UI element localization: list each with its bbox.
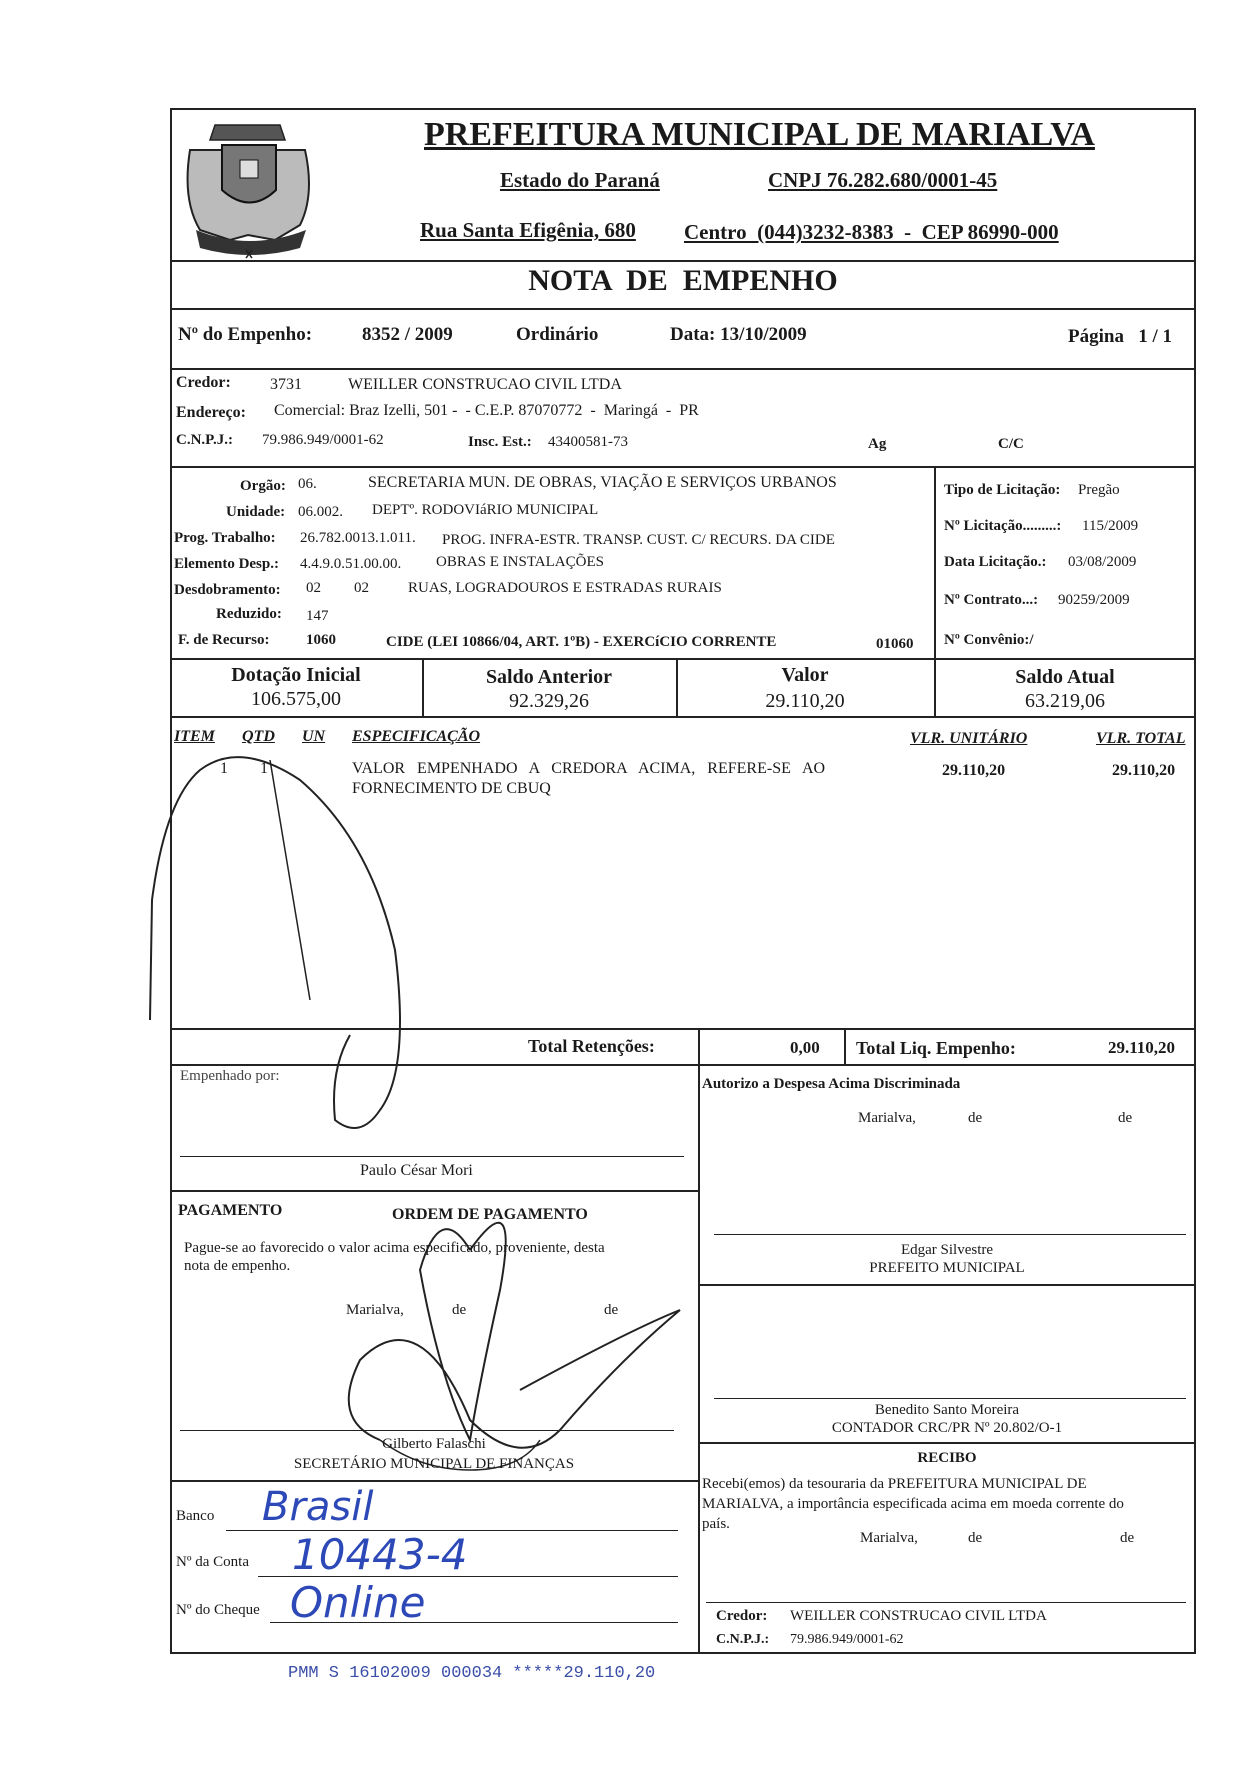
endereco-value: Comercial: Braz Izelli, 501 - - C.E.P. 87070772 - Maringá - PR <box>274 402 699 419</box>
conta-label: Nº da Conta <box>176 1554 249 1570</box>
conta-handwritten: 10443-4 <box>292 1530 468 1579</box>
tipo-licitacao-value: Pregão <box>1078 482 1120 498</box>
recibo-cnpj-value: 79.986.949/0001-62 <box>790 1632 904 1647</box>
valor-label: Valor <box>781 664 829 686</box>
saldo-anterior-label: Saldo Anterior <box>485 666 613 688</box>
col-un: UN <box>302 728 326 745</box>
recibo-credor-value: WEILLER CONSTRUCAO CIVIL LTDA <box>790 1608 1047 1624</box>
elem-value: OBRAS E INSTALAÇÕES <box>436 554 604 570</box>
insc-label: Insc. Est.: <box>468 434 532 450</box>
fonte-code: 1060 <box>306 632 336 648</box>
empenho-label: Nº do Empenho: <box>178 324 313 345</box>
divider <box>698 1284 1196 1286</box>
desd-code1: 02 <box>306 580 321 596</box>
desd-value: RUAS, LOGRADOUROS E ESTRADAS RURAIS <box>408 580 722 596</box>
divider <box>170 1064 1196 1066</box>
fonte-value: CIDE (LEI 10866/04, ART. 1ºB) - EXERCíCIO CORRENTE <box>386 634 777 650</box>
empenhado-name: Paulo César Mori <box>360 1162 473 1179</box>
recibo-city: Marialva, <box>860 1530 918 1546</box>
signature-line <box>714 1398 1186 1399</box>
insc-value: 43400581-73 <box>548 434 628 450</box>
signature-line <box>180 1430 674 1431</box>
contrato-value: 90259/2009 <box>1058 592 1130 608</box>
recibo-de2: de <box>1120 1530 1135 1546</box>
unidade-label: Unidade: <box>226 504 286 520</box>
recibo-cnpj-label: C.N.P.J.: <box>716 1632 770 1647</box>
autorizo-de1: de <box>968 1110 983 1126</box>
signature-scribble-2 <box>270 760 310 1000</box>
desd-label: Desdobramento: <box>174 582 281 598</box>
fonte-label: F. de Recurso: <box>178 632 270 648</box>
prog-label: Prog. Trabalho: <box>174 530 276 546</box>
pagamento-de1: de <box>452 1302 467 1318</box>
ordem-pagamento-label: ORDEM DE PAGAMENTO <box>392 1206 588 1223</box>
prog-value: PROG. INFRA-ESTR. TRANSP. CUST. C/ RECURS. DA CIDE <box>442 532 835 548</box>
cheque-handwritten: Online <box>290 1578 426 1627</box>
tipo-licitacao-label: Tipo de Licitação: <box>944 482 1061 498</box>
divider <box>170 368 1196 370</box>
col-vlr-total: VLR. TOTAL <box>1096 730 1186 747</box>
prog-code: 26.782.0013.1.011. <box>300 530 416 546</box>
recibo-title: RECIBO <box>917 1450 977 1466</box>
fonte-code2: 01060 <box>876 636 914 652</box>
divider <box>170 1028 1196 1030</box>
empenhado-label: Empenhado por: <box>180 1068 280 1084</box>
authentication-stamp: PMM S 16102009 000034 *****29.110,20 <box>288 1664 656 1683</box>
endereco-label: Endereço: <box>176 404 246 421</box>
autorizo-label: Autorizo a Despesa Acima Discriminada <box>702 1076 961 1092</box>
orgao-code: 06. <box>298 476 317 492</box>
address-label: Rua Santa Efigênia, 680 <box>420 218 636 242</box>
empenho-date: Data: 13/10/2009 <box>670 324 807 345</box>
divider <box>170 260 1196 262</box>
dotacao-inicial-value: 106.575,00 <box>251 688 341 710</box>
banco-handwritten: Brasil <box>262 1484 374 1530</box>
unidade-code: 06.002. <box>298 504 343 520</box>
contador-title: CONTADOR CRC/PR Nº 20.802/O-1 <box>831 1420 1063 1436</box>
pagamento-de2: de <box>604 1302 619 1318</box>
item-esp-line2: FORNECIMENTO DE CBUQ <box>352 780 551 797</box>
item-total-value: 29.110,20 <box>1112 762 1176 779</box>
pagamento-text-line2: nota de empenho. <box>184 1258 291 1274</box>
total-retencoes-label: Total Retenções: <box>528 1036 655 1056</box>
cnpj-value: 79.986.949/0001-62 <box>262 432 384 448</box>
saldo-atual-value: 63.219,06 <box>1025 690 1105 712</box>
banco-label: Banco <box>176 1508 215 1524</box>
pagamento-city: Marialva, <box>346 1302 404 1318</box>
divider <box>698 1028 700 1064</box>
cnpj-header: CNPJ 76.282.680/0001-45 <box>768 168 998 192</box>
pagamento-text-line1: Pague-se ao favorecido o valor acima especificado, proveniente, desta <box>184 1240 605 1256</box>
reduzido-code: 147 <box>306 608 329 624</box>
saldo-atual-label: Saldo Atual <box>1015 666 1115 688</box>
recibo-text-line3: país. <box>702 1516 730 1532</box>
empenho-number: 8352 / 2009 <box>362 324 453 345</box>
elem-label: Elemento Desp.: <box>174 556 279 572</box>
divider <box>844 1028 846 1064</box>
credor-name: WEILLER CONSTRUCAO CIVIL LTDA <box>348 376 622 393</box>
contador-name: Benedito Santo Moreira <box>874 1402 1020 1418</box>
item-unit-value: 29.110,20 <box>942 762 1006 779</box>
col-especificacao: ESPECIFICAÇÃO <box>352 728 481 745</box>
total-liq-label: Total Liq. Empenho: <box>856 1038 1016 1058</box>
data-licitacao-label: Data Licitação.: <box>944 554 1047 570</box>
recibo-text-line1: Recebi(emos) da tesouraria da PREFEITURA MUNICIPAL DE <box>702 1476 1087 1492</box>
signature-line <box>714 1234 1186 1235</box>
total-retencoes-value: 0,00 <box>790 1038 820 1057</box>
valor-value: 29.110,20 <box>765 690 845 712</box>
divider <box>170 1480 698 1482</box>
elem-code: 4.4.9.0.51.00.00. <box>300 556 402 572</box>
prefeito-title: PREFEITO MUNICIPAL <box>869 1260 1025 1276</box>
data-licitacao-value: 03/08/2009 <box>1068 554 1137 570</box>
address-rest: Centro (044)3232-8383 - CEP 86990-000 <box>684 220 1059 244</box>
signature-line <box>706 1602 1186 1603</box>
ag-label: Ag <box>868 436 887 452</box>
saldo-anterior-value: 92.329,26 <box>509 690 589 712</box>
pagamento-label: PAGAMENTO <box>178 1202 283 1219</box>
credor-code: 3731 <box>270 376 302 393</box>
secretario-title: SECRETÁRIO MUNICIPAL DE FINANÇAS <box>293 1456 575 1472</box>
divider <box>170 466 1196 468</box>
divider <box>698 1442 1196 1444</box>
empenho-type: Ordinário <box>516 324 599 345</box>
unidade-value: DEPTº. RODOVIáRIO MUNICIPAL <box>372 502 599 518</box>
divider <box>170 716 1196 718</box>
state-label: Estado do Paraná <box>500 168 660 192</box>
page-title: PREFEITURA MUNICIPAL DE MARIALVA <box>424 116 1095 153</box>
divider <box>170 658 1196 660</box>
orgao-label: Orgão: <box>240 478 286 494</box>
recibo-de1: de <box>968 1530 983 1546</box>
credor-label: Credor: <box>176 374 231 391</box>
dotacao-inicial-label: Dotação Inicial <box>231 664 361 686</box>
divider <box>934 466 936 658</box>
convenio-label: Nº Convênio:/ <box>944 632 1034 648</box>
num-licitacao-value: 115/2009 <box>1082 518 1139 534</box>
total-liq-value: 29.110,20 <box>1108 1038 1176 1057</box>
prefeito-name: Edgar Silvestre <box>900 1242 994 1258</box>
doc-title: NOTA DE EMPENHO <box>528 264 838 297</box>
secretario-name: Gilberto Falaschi <box>382 1436 486 1452</box>
autorizo-city: Marialva, <box>858 1110 916 1126</box>
col-item: ITEM <box>174 728 215 745</box>
autorizo-de2: de <box>1118 1110 1133 1126</box>
contrato-label: Nº Contrato...: <box>944 592 1039 608</box>
item-number: 1 <box>220 760 228 777</box>
divider <box>170 308 1196 310</box>
cc-label: C/C <box>998 436 1024 452</box>
desd-code2: 02 <box>354 580 369 596</box>
cheque-line <box>270 1622 678 1623</box>
divider <box>698 1064 700 1654</box>
orgao-value: SECRETARIA MUN. DE OBRAS, VIAÇÃO E SERVIÇOS URBANOS <box>368 474 837 491</box>
recibo-text-line2: MARIALVA, a importância especificada acima em moeda corrente do <box>702 1496 1124 1512</box>
cnpj-label: C.N.P.J.: <box>176 432 233 448</box>
col-qtd: QTD <box>242 728 275 745</box>
coat-of-arms-icon <box>186 112 309 258</box>
signature-line <box>180 1156 684 1157</box>
page-number: Página 1 / 1 <box>1068 326 1172 347</box>
reduzido-label: Reduzido: <box>216 606 282 622</box>
divider <box>170 1190 698 1192</box>
num-licitacao-label: Nº Licitação.........: <box>944 518 1062 534</box>
col-vlr-unitario: VLR. UNITÁRIO <box>910 730 1028 747</box>
conta-line <box>258 1576 678 1577</box>
item-esp-line1: VALOR EMPENHADO A CREDORA ACIMA, REFERE-SE AO <box>352 760 826 777</box>
item-qtd: 1 <box>260 760 268 777</box>
recibo-credor-label: Credor: <box>716 1608 768 1624</box>
cheque-label: Nº do Cheque <box>176 1602 260 1618</box>
